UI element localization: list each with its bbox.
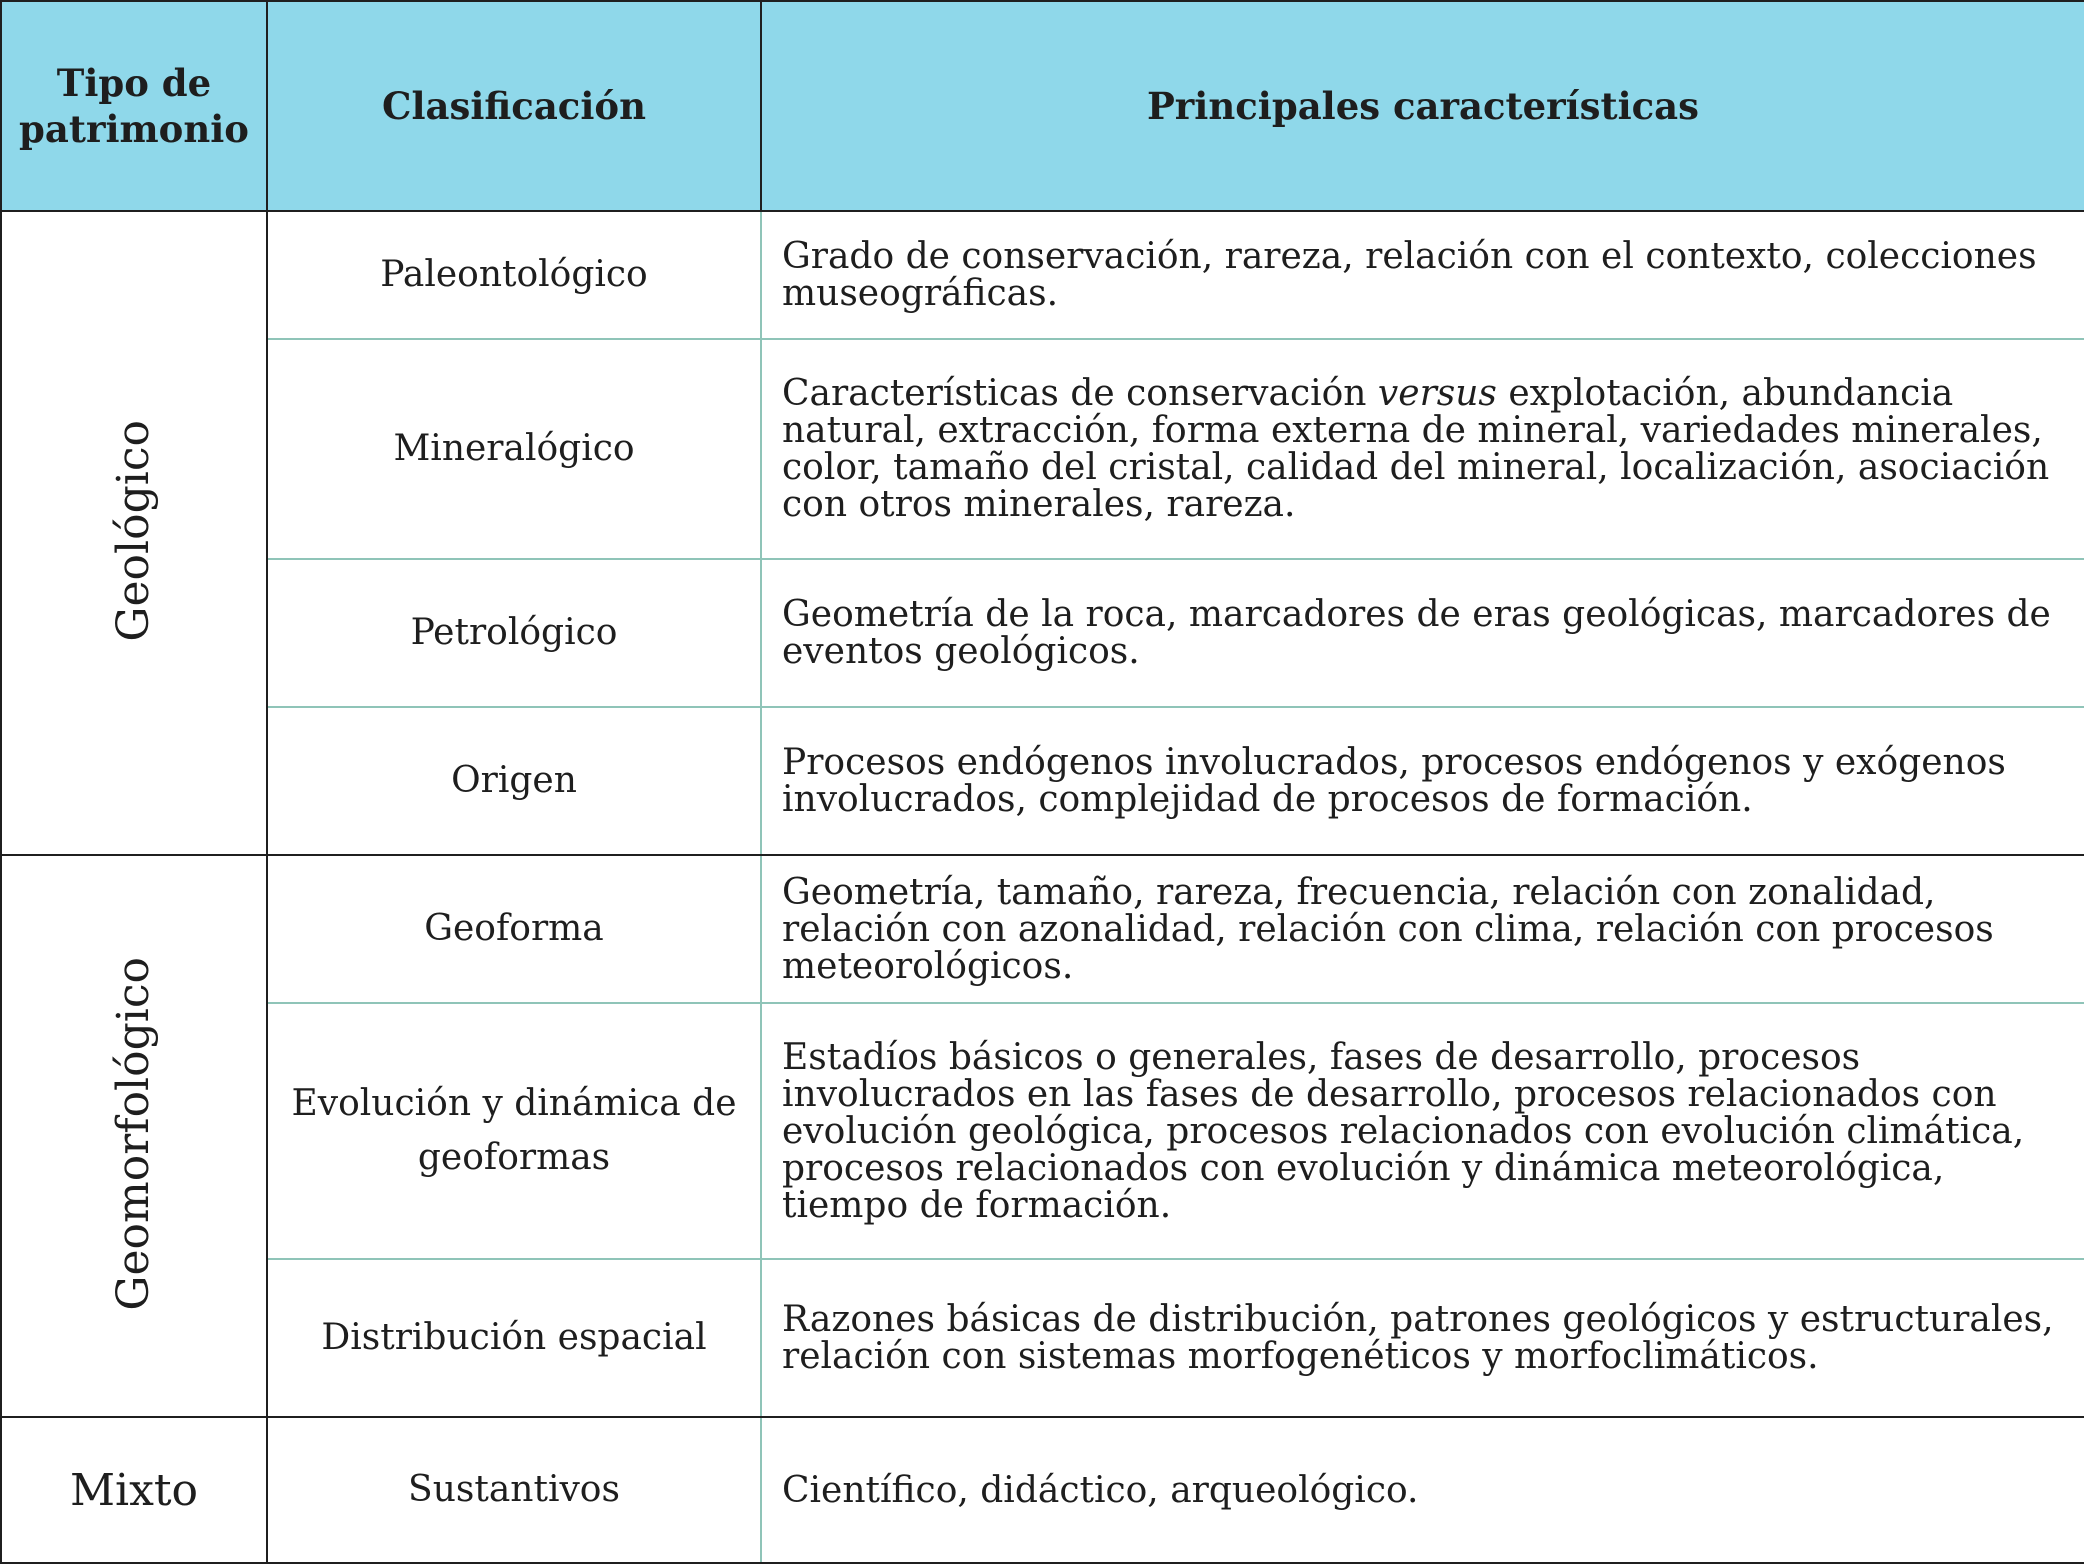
- row-caracteristicas: Estadíos básicos o generales, fases de desarrollo, procesos involucrados en las fases de desarrollo, procesos relacionados con evolución geológica, procesos relacionados con evolución climática, procesos relacionados con evolución y dinámica meteorológica, tiempo de formación.: [761, 1003, 2084, 1259]
- desc-part: explotación, abundancia natural, extracción, forma externa de mineral, variedades minerales, color, tamaño del cristal, calidad del mineral, localización, asociación con otros minerales, rareza.: [782, 373, 2050, 525]
- row-clasificacion: Origen: [267, 707, 761, 855]
- row-caracteristicas: Geometría de la roca, marcadores de eras geológicas, marcadores de eventos geológicos.: [761, 559, 2084, 707]
- group-label-geologico: Geológico: [108, 420, 159, 642]
- table-row: [1, 1417, 2084, 1563]
- table-row: [1, 1003, 2084, 1259]
- table-row: [1, 339, 2084, 559]
- row-clasificacion: Petrológico: [267, 559, 761, 707]
- desc-part: Características de conservación: [782, 373, 1378, 414]
- header-caracteristicas: Principales características: [761, 1, 2084, 211]
- row-caracteristicas: Procesos endógenos involucrados, procesos endógenos y exógenos involucrados, complejidad de procesos de formación.: [761, 707, 2084, 855]
- row-clasificacion: Evolución y dinámica de geoformas: [267, 1003, 761, 1259]
- row-clasificacion: Mineralógico: [267, 339, 761, 559]
- group-mixto: [1, 1417, 267, 1563]
- row-clasificacion: Sustantivos: [267, 1417, 761, 1563]
- desc-emphasis: versus: [1377, 373, 1497, 414]
- row-caracteristicas: Geometría, tamaño, rareza, frecuencia, relación con zonalidad, relación con azonalidad, relación con clima, relación con procesos meteorológicos.: [761, 855, 2084, 1003]
- row-caracteristicas: Científico, didáctico, arqueológico.: [761, 1417, 2084, 1563]
- row-clasificacion: Paleontológico: [267, 211, 761, 339]
- group-label-geomorfologico: Geomorfológico: [108, 957, 159, 1311]
- group-label-mixto: Mixto: [69, 1464, 199, 1516]
- table-row: [1, 211, 2084, 339]
- table-row: [1, 855, 2084, 1003]
- table-row: [1, 707, 2084, 855]
- row-caracteristicas: Razones básicas de distribución, patrones geológicos y estructurales, relación con sistemas morfogenéticos y morfoclimáticos.: [761, 1259, 2084, 1417]
- row-caracteristicas: [761, 339, 2084, 559]
- row-caracteristicas: Grado de conservación, rareza, relación con el contexto, colecciones museográficas.: [761, 211, 2084, 339]
- row-clasificacion: Geoforma: [267, 855, 761, 1003]
- table-row: [1, 559, 2084, 707]
- table-row: [1, 1259, 2084, 1417]
- row-clasificacion: Distribución espacial: [267, 1259, 761, 1417]
- header-clasificacion: Clasificación: [267, 1, 761, 211]
- header-row: [1, 1, 2084, 211]
- group-geomorfologico: [1, 855, 267, 1417]
- header-tipo: Tipo de patrimonio: [1, 1, 267, 211]
- group-geologico: [1, 211, 267, 855]
